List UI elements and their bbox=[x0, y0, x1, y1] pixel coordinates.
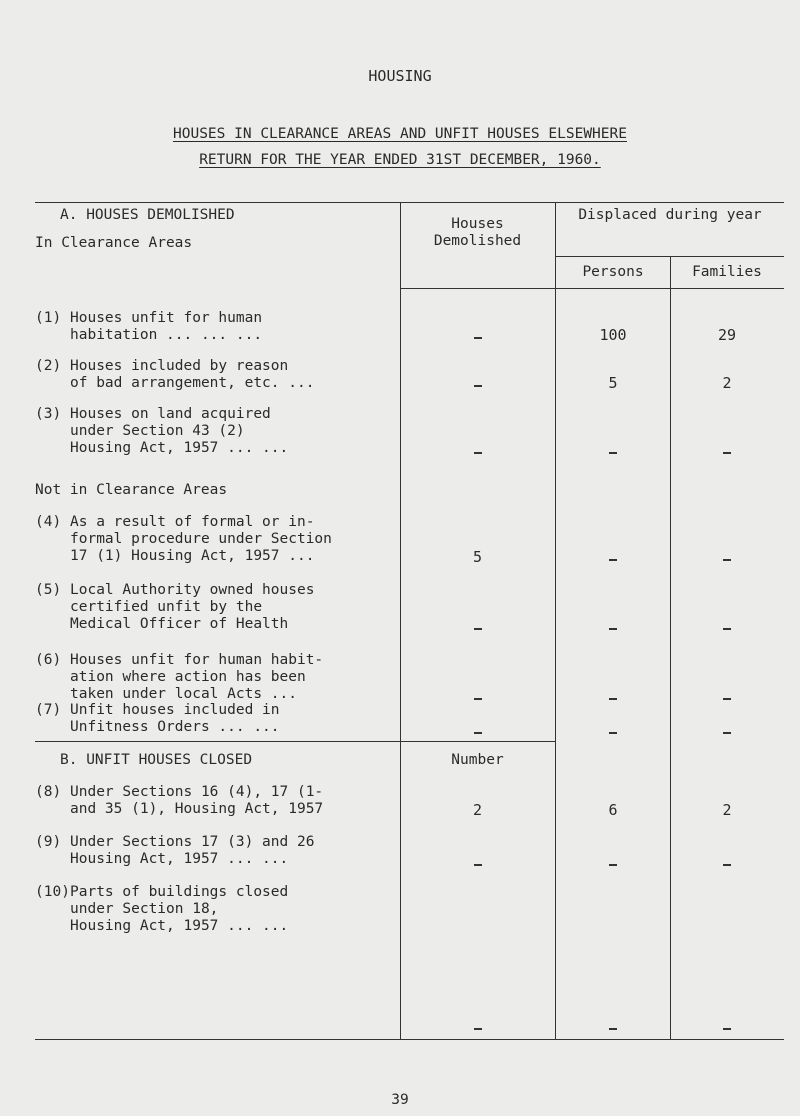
row-text: Houses included by reason bbox=[70, 358, 289, 374]
row-number: (2) bbox=[35, 358, 62, 374]
persons-cell-dash bbox=[609, 452, 617, 454]
families-cell-dash bbox=[723, 698, 731, 700]
row-text: Housing Act, 1957 ... ... bbox=[70, 918, 289, 934]
houses-cell-dash bbox=[474, 452, 482, 454]
col-houses-line2: Demolished bbox=[433, 233, 522, 249]
row-number: (1) bbox=[35, 310, 62, 326]
persons-cell-dash bbox=[609, 732, 617, 734]
houses-cell: 5 bbox=[472, 548, 483, 566]
row-text: Under Sections 16 (4), 17 (1- bbox=[70, 784, 324, 800]
persons-cell: 100 bbox=[599, 326, 627, 344]
families-cell-dash bbox=[723, 864, 731, 866]
section-b-title: B. UNFIT HOUSES CLOSED bbox=[60, 752, 253, 768]
row-number: (3) bbox=[35, 406, 62, 422]
row-number: (9) bbox=[35, 834, 62, 850]
header-bottom-rule bbox=[400, 288, 784, 289]
persons-cell-dash bbox=[609, 864, 617, 866]
row-text: and 35 (1), Housing Act, 1957 bbox=[70, 801, 324, 817]
row-text: 17 (1) Housing Act, 1957 ... bbox=[70, 548, 315, 564]
houses-cell: 2 bbox=[472, 801, 483, 819]
row-text: under Section 18, bbox=[70, 901, 219, 917]
row-text: ation where action has been bbox=[70, 669, 306, 685]
row-text: of bad arrangement, etc. ... bbox=[70, 375, 315, 391]
houses-cell-dash bbox=[474, 385, 482, 387]
row-text: Parts of buildings closed bbox=[70, 884, 289, 900]
row-text: formal procedure under Section bbox=[70, 531, 332, 547]
persons-cell-dash bbox=[609, 628, 617, 630]
section-a-subheading-clearance: In Clearance Areas bbox=[35, 235, 193, 251]
row-text: Medical Officer of Health bbox=[70, 616, 289, 632]
row-text: taken under local Acts ... bbox=[70, 686, 297, 702]
col-displaced: Displaced during year bbox=[578, 207, 762, 223]
page-heading: HOUSING bbox=[368, 67, 432, 85]
row-text: under Section 43 (2) bbox=[70, 423, 245, 439]
families-cell-dash bbox=[723, 732, 731, 734]
families-cell-dash bbox=[723, 559, 731, 561]
table-top-rule bbox=[35, 202, 784, 203]
col-houses-line1: Houses bbox=[451, 216, 504, 232]
section-a-title: A. HOUSES DEMOLISHED bbox=[60, 207, 235, 223]
houses-cell-dash bbox=[474, 337, 482, 339]
persons-cell: 6 bbox=[608, 801, 618, 819]
families-cell-dash bbox=[723, 1028, 731, 1030]
return-line: RETURN FOR THE YEAR ENDED 31ST DECEMBER, 1960. bbox=[199, 152, 601, 168]
row-text: Houses unfit for human bbox=[70, 310, 263, 326]
row-number: (6) bbox=[35, 652, 62, 668]
row-text: habitation ... ... ... bbox=[70, 327, 263, 343]
families-cell: 2 bbox=[722, 801, 732, 819]
row-number: (5) bbox=[35, 582, 62, 598]
houses-cell-dash bbox=[474, 732, 482, 734]
families-cell-dash bbox=[723, 628, 731, 630]
row-number: (10) bbox=[35, 884, 70, 900]
families-cell: 29 bbox=[717, 326, 737, 344]
families-cell: 2 bbox=[722, 374, 732, 392]
row-text: Housing Act, 1957 ... ... bbox=[70, 440, 289, 456]
row-text: Unfitness Orders ... ... bbox=[70, 719, 280, 735]
persons-cell: 5 bbox=[608, 374, 618, 392]
row-number: (7) bbox=[35, 702, 62, 718]
col-divider-1 bbox=[400, 202, 401, 1039]
houses-cell-dash bbox=[474, 698, 482, 700]
row-text: Houses on land acquired bbox=[70, 406, 271, 422]
row-text: Unfit houses included in bbox=[70, 702, 280, 718]
persons-cell-dash bbox=[609, 698, 617, 700]
col-persons: Persons bbox=[582, 264, 644, 280]
subtitle: HOUSES IN CLEARANCE AREAS AND UNFIT HOUSES ELSEWHERE bbox=[173, 126, 627, 142]
section-divider bbox=[35, 741, 555, 742]
houses-cell-dash bbox=[474, 1028, 482, 1030]
col-number-label: Number bbox=[451, 752, 504, 768]
row-number: (4) bbox=[35, 514, 62, 530]
row-text: Housing Act, 1957 ... ... bbox=[70, 851, 289, 867]
table-bottom-rule bbox=[35, 1039, 784, 1040]
persons-cell-dash bbox=[609, 559, 617, 561]
row-text: As a result of formal or in- bbox=[70, 514, 315, 530]
houses-cell-dash bbox=[474, 628, 482, 630]
row-number: (8) bbox=[35, 784, 62, 800]
families-cell-dash bbox=[723, 452, 731, 454]
row-text: Houses unfit for human habit- bbox=[70, 652, 324, 668]
persons-cell-dash bbox=[609, 1028, 617, 1030]
section-a-subheading-not-clearance: Not in Clearance Areas bbox=[35, 482, 228, 498]
col-families: Families bbox=[692, 264, 762, 280]
row-text: Under Sections 17 (3) and 26 bbox=[70, 834, 315, 850]
row-text: certified unfit by the bbox=[70, 599, 263, 615]
page-number: 39 bbox=[391, 1092, 409, 1108]
houses-cell-dash bbox=[474, 864, 482, 866]
row-text: Local Authority owned houses bbox=[70, 582, 315, 598]
